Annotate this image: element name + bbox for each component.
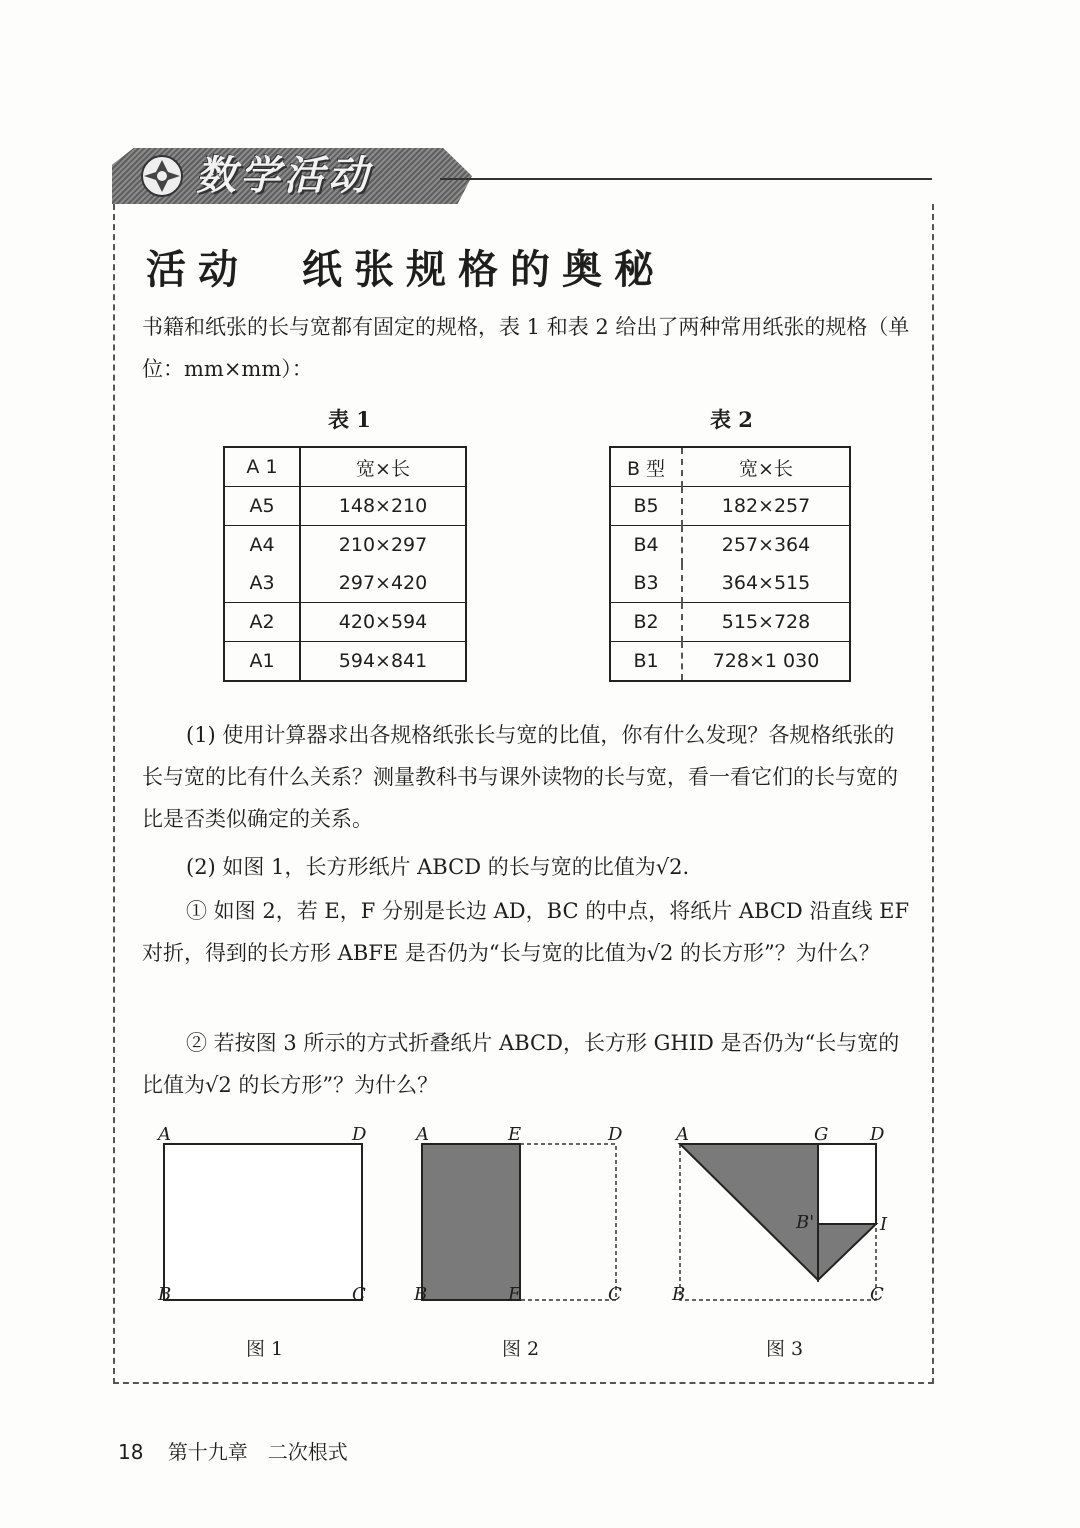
rect-ghid (818, 1144, 876, 1224)
label-f: F (508, 1284, 521, 1305)
table-cell: A1 (224, 642, 300, 682)
table-row (224, 642, 466, 682)
table-cell: 594×841 (300, 642, 466, 682)
table-row (610, 603, 850, 642)
label-b: B (672, 1284, 686, 1305)
dashed-outline (520, 1144, 616, 1300)
table-cell: B4 (610, 526, 682, 565)
banner-title: 数学活动 (196, 152, 372, 199)
question-2b: ② 若按图 3 所示的方式折叠纸片 ABCD，长方形 GHID 是否仍为“长与宽的比值为√2 的长方形”？为什么？ (142, 1031, 900, 1097)
figure-1 (150, 1120, 380, 1320)
header-cell: 宽×长 (356, 457, 410, 480)
label-b: B (158, 1284, 172, 1305)
table-cell: 515×728 (682, 603, 850, 642)
label-a: A (676, 1124, 689, 1145)
figure-2-caption: 图 2 (502, 1338, 540, 1360)
header-cell: 宽×长 (739, 457, 793, 480)
table-cell: 420×594 (300, 603, 466, 642)
label-i: I (880, 1214, 888, 1235)
table-header-row (610, 447, 850, 487)
label-d: D (608, 1124, 623, 1145)
table-cell: 728×1 030 (682, 642, 850, 682)
header-cell: B 型 (610, 447, 682, 487)
page-footer (118, 1436, 348, 1465)
intro-paragraph: 书籍和纸张的长与宽都有固定的规格，表 1 和表 2 给出了两种常用纸张的规格（单位：mm×mm）： (142, 315, 910, 381)
table-cell: 297×420 (338, 572, 428, 594)
activity-title: 活动 纸张规格的奥秘 (146, 246, 666, 293)
label-g: G (814, 1124, 829, 1145)
rect-abcd (164, 1144, 362, 1300)
label-a: A (158, 1124, 171, 1145)
table-row (224, 487, 466, 526)
table-cell: A5 (224, 487, 300, 526)
figure-3-caption: 图 3 (766, 1338, 804, 1360)
table-cell: A3 (224, 564, 300, 603)
flower-emblem-icon (138, 152, 186, 200)
table-cell: B1 (610, 642, 682, 682)
table-cell: A2 (224, 603, 300, 642)
figure-3 (668, 1120, 898, 1320)
question-2a: ① 如图 2，若 E，F 分别是长边 AD，BC 的中点，将纸片 ABCD 沿直线 EF 对折，得到的长方形 ABFE 是否仍为“长与宽的比值为√2 的长方形”？为什么？ (142, 899, 910, 965)
table-row (610, 642, 850, 682)
question-2: (2) 如图 1，长方形纸片 ABCD 的长与宽的比值为√2. (186, 855, 690, 879)
chapter-title: 第十九章 二次根式 (167, 1440, 348, 1464)
table2-caption: 表 2 (710, 407, 753, 432)
table-cell: 210×297 (300, 526, 466, 565)
table2 (609, 446, 851, 682)
table-cell: B5 (610, 487, 682, 526)
folded-rect-abfe (422, 1144, 520, 1300)
table-cell: A4 (224, 526, 300, 565)
table-header-row (224, 447, 466, 487)
page-number: 18 (118, 1440, 144, 1464)
header-cell: A 1 (224, 447, 300, 487)
figure-2 (408, 1120, 638, 1320)
table1 (223, 446, 467, 682)
label-d: D (870, 1124, 885, 1145)
table-cell: 257×364 (682, 526, 850, 565)
label-b: B (414, 1284, 428, 1305)
label-c: C (352, 1284, 366, 1305)
label-c: C (608, 1284, 622, 1305)
table-cell: B3 (610, 564, 682, 603)
label-a: A (416, 1124, 429, 1145)
table-row (224, 564, 466, 603)
table-cell: 182×257 (682, 487, 850, 526)
table-row (610, 564, 850, 603)
table-row (610, 487, 850, 526)
folded-corner (818, 1224, 876, 1280)
question-1: (1) 使用计算器求出各规格纸张长与宽的比值，你有什么发现？各规格纸张的长与宽的比有什么关系？测量教科书与课外读物的长与宽，看一看它们的长与宽的比是否类似确定的关系。 (142, 723, 898, 831)
table-row (224, 526, 466, 565)
figure-1-caption: 图 1 (246, 1338, 284, 1360)
label-e: E (508, 1124, 522, 1145)
top-rule (440, 178, 932, 180)
label-d: D (352, 1124, 367, 1145)
table-row (224, 603, 466, 642)
label-c: C (870, 1284, 884, 1305)
table1-caption: 表 1 (328, 407, 371, 432)
table-row (610, 526, 850, 565)
table-cell: 148×210 (300, 487, 466, 526)
table-cell: B2 (610, 603, 682, 642)
table-cell: 364×515 (721, 572, 811, 594)
label-b-prime: B' (796, 1212, 815, 1233)
